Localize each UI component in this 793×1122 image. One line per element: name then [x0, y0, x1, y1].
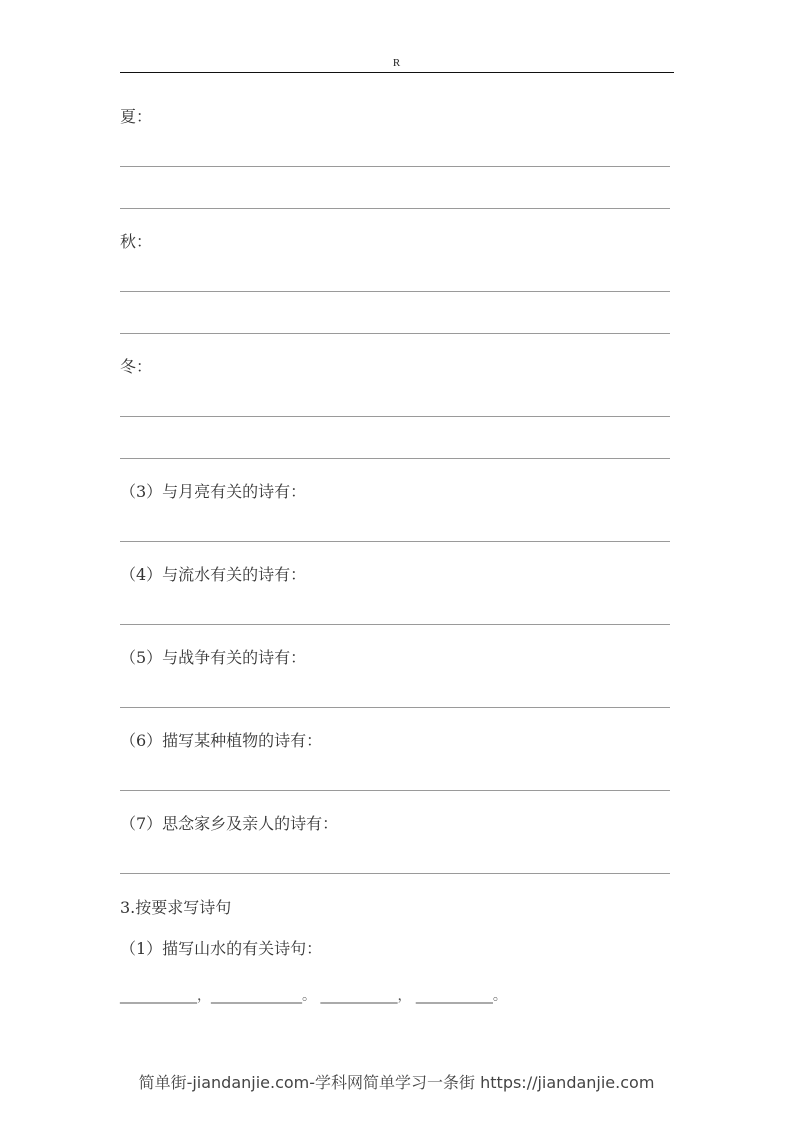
answer-line[interactable]: [120, 541, 670, 542]
answer-line[interactable]: [120, 873, 670, 874]
header-mark: R: [392, 57, 401, 69]
label-summer: 夏：: [120, 107, 153, 126]
answer-line[interactable]: [120, 208, 670, 209]
answer-line[interactable]: [120, 707, 670, 708]
subquestion-1: （1）描写山水的有关诗句：: [120, 939, 323, 958]
answer-line[interactable]: [120, 291, 670, 292]
fill-in-blanks[interactable]: ___________，_____________。 ___________， ___________。: [120, 988, 507, 1004]
question-3: （3）与月亮有关的诗有：: [120, 482, 307, 501]
question-6: （6）描写某种植物的诗有：: [120, 731, 323, 750]
answer-line[interactable]: [120, 333, 670, 334]
footer-text: 简单街-jiandanjie.com-学科网简单学习一条街 https://jiandanjie.com: [138, 1073, 655, 1092]
section-3-heading: 3.按要求写诗句: [120, 898, 232, 917]
header-rule: [120, 72, 674, 73]
label-winter: 冬：: [120, 357, 153, 376]
question-7: （7）思念家乡及亲人的诗有：: [120, 814, 339, 833]
label-autumn: 秋：: [120, 232, 153, 251]
answer-line[interactable]: [120, 790, 670, 791]
answer-line[interactable]: [120, 458, 670, 459]
question-5: （5）与战争有关的诗有：: [120, 648, 307, 667]
answer-line[interactable]: [120, 416, 670, 417]
question-4: （4）与流水有关的诗有：: [120, 565, 307, 584]
answer-line[interactable]: [120, 624, 670, 625]
answer-line[interactable]: [120, 166, 670, 167]
